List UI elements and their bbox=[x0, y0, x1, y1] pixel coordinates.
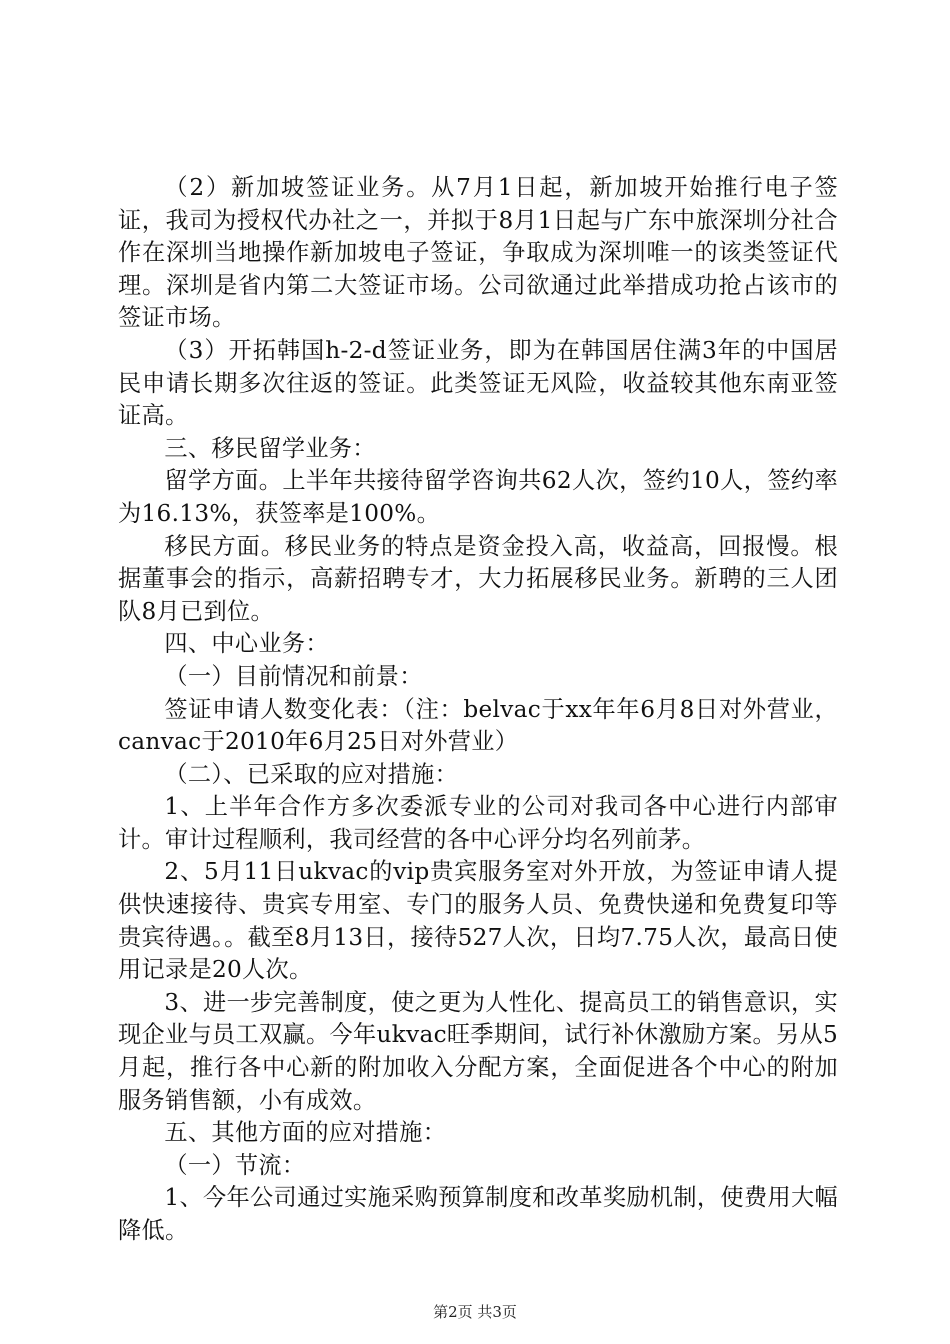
document-body bbox=[118, 172, 838, 1248]
heading-center-business: 四、中心业务： bbox=[164, 630, 329, 658]
paragraph-singapore-visa: （2）新加坡签证业务。从7月1日起，新加坡开始推行电子签证，我司为授权代办社之一，并拟于8月1日起与广东中旅深圳分社合作在深圳当地操作新加坡电子签证，争取成为深圳唯一的该类签证代理。深圳是省内第二大签证市场。公司欲通过此举措成功抢占该市的签证市场。 bbox=[118, 174, 838, 332]
paragraph-applicant-table-note: 签证申请人数变化表：（注：belvac于xx年年6月8日对外营业，canvac于2010年6月25日对外营业） bbox=[118, 695, 838, 756]
subheading-current-situation: （一）目前情况和前景： bbox=[164, 662, 423, 690]
subheading-cost-saving: （一）节流： bbox=[164, 1151, 306, 1179]
paragraph-study-abroad: 留学方面。上半年共接待留学咨询共62人次，签约10人，签约率为16.13%，获签率是100%。 bbox=[118, 467, 838, 527]
paragraph-immigration: 移民方面。移民业务的特点是资金投入高，收益高，回报慢。根据董事会的指示，高薪招聘专才，大力拓展移民业务。新聘的三人团队8月已到位。 bbox=[118, 532, 838, 625]
paragraph-system-improvement: 3、进一步完善制度，使之更为人性化、提高员工的销售意识，实现企业与员工双赢。今年ukvac旺季期间，试行补休激励方案。另从5月起，推行各中心新的附加收入分配方案，全面促进各个中心的附加服务销售额，小有成效。 bbox=[118, 988, 838, 1114]
paragraph-korea-visa: （3）开拓韩国h-2-d签证业务，即为在韩国居住满3年的中国居民申请长期多次往返的签证。此类签证无风险，收益较其他东南亚签证高。 bbox=[118, 336, 838, 430]
page-footer: 第2页 共3页 bbox=[433, 1303, 517, 1321]
subheading-measures-taken: （二）、已采取的应对措施： bbox=[164, 760, 459, 788]
paragraph-internal-audit: 1、上半年合作方多次委派专业的公司对我司各中心进行内部审计。审计过程顺利，我司经营的各中心评分均名列前茅。 bbox=[118, 793, 838, 853]
heading-immigration-study: 三、移民留学业务： bbox=[164, 434, 376, 462]
heading-other-measures: 五、其他方面的应对措施： bbox=[164, 1119, 447, 1147]
paragraph-vip-room: 2、5月11日ukvac的vip贵宾服务室对外开放，为签证申请人提供快速接待、贵宾专用室、专门的服务人员、免费快递和免费复印等贵宾待遇。。截至8月13日，接待527人次，日均7.75人次，最高日使用记录是20人次。 bbox=[118, 858, 838, 984]
paragraph-procurement-budget: 1、今年公司通过实施采购预算制度和改革奖励机制，使费用大幅降低。 bbox=[118, 1184, 838, 1244]
